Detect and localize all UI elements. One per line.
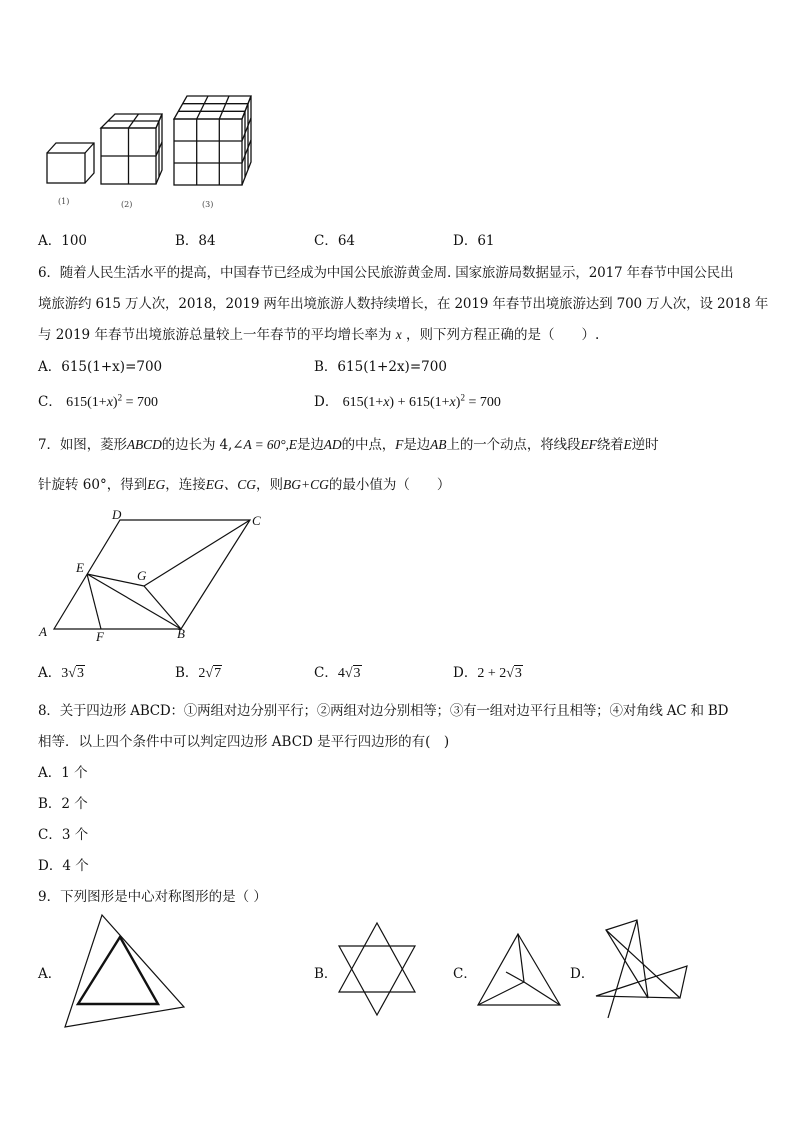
cube-caption-2: (2) bbox=[121, 200, 133, 209]
rhombus-figure bbox=[36, 508, 276, 644]
q8-stem-line-1: 8．关于四边形 ABCD：①两组对边分别平行；②两组对边分别相等；③有一组对边平行且相等；④对角线 AC 和 BD bbox=[38, 703, 729, 719]
cube-caption-3: (3) bbox=[202, 200, 214, 209]
q9-option-b-figure[interactable] bbox=[336, 920, 418, 1018]
cube-2 bbox=[101, 114, 162, 184]
q9-stem: 9．下列图形是中心对称图形的是（ ） bbox=[38, 889, 267, 905]
label-c: C bbox=[252, 513, 261, 528]
q7-option-b[interactable]: B．2√7 bbox=[175, 665, 222, 681]
cube-3 bbox=[174, 96, 251, 185]
q5-option-a[interactable]: A．100 bbox=[38, 233, 88, 249]
q8-option-a[interactable]: A．1 个 bbox=[38, 765, 88, 781]
q6-option-d[interactable]: D． $615(1+x) + 615(1+x)^2 = 700$ bbox=[314, 392, 501, 410]
q7-stem-line-2: 针旋转 60°，得到EG，连接EG、CG，则BG+CG的最小值为（ ） bbox=[38, 477, 451, 493]
label-a: A bbox=[39, 624, 47, 639]
q5-option-c[interactable]: C．64 bbox=[314, 233, 356, 249]
label-f: F bbox=[96, 629, 104, 644]
q9-option-d-figure[interactable] bbox=[592, 918, 692, 1022]
segment-gc bbox=[144, 520, 250, 586]
q5-option-d[interactable]: D．61 bbox=[453, 233, 495, 249]
q5-option-b[interactable]: B．84 bbox=[175, 233, 216, 249]
q8-option-b[interactable]: B．2 个 bbox=[38, 796, 88, 812]
cube-1 bbox=[47, 143, 94, 183]
q6-option-a[interactable]: A．615(1+x)=700 bbox=[38, 359, 163, 375]
segment-gb bbox=[144, 586, 181, 629]
q8-option-d[interactable]: D．4 个 bbox=[38, 858, 89, 874]
segment-eg bbox=[87, 574, 144, 586]
q7-option-d[interactable]: D．2 + 2√3 bbox=[453, 665, 522, 681]
q9-option-c-letter[interactable]: C． bbox=[453, 966, 477, 982]
q6-stem-line-3: 与 2019 年春节出境旅游总量较上一年春节的平均增长率为 x ，则下列方程正确的是（ ）. bbox=[38, 327, 600, 343]
q7-option-a[interactable]: A．3√3 bbox=[38, 665, 84, 681]
q9-option-b-letter[interactable]: B． bbox=[314, 966, 338, 982]
segment-eb bbox=[87, 574, 181, 629]
q9-option-a-letter[interactable]: A． bbox=[38, 966, 62, 982]
label-e: E bbox=[76, 560, 84, 575]
label-g: G bbox=[137, 568, 147, 583]
label-d: D bbox=[112, 508, 122, 522]
q7-stem-line-1: 7．如图，菱形ABCD的边长为 4,∠A = 60°,E是边AD的中点，F是边AB上的一个动点，将线段EF绕着E逆时 bbox=[38, 437, 659, 453]
q7-option-c[interactable]: C．4√3 bbox=[314, 665, 361, 681]
q6-option-c[interactable]: C． $615(1+x)^2 = 700$ bbox=[38, 392, 158, 410]
cube-sequence-figure bbox=[40, 88, 260, 216]
segment-ef bbox=[87, 574, 101, 629]
q9-option-a-figure[interactable] bbox=[62, 912, 188, 1030]
label-b: B bbox=[177, 626, 185, 641]
q8-stem-line-2: 相等．以上四个条件中可以判定四边形 ABCD 是平行四边形的有( ) bbox=[38, 734, 450, 750]
cube-caption-1: (1) bbox=[58, 197, 70, 206]
q9-option-d-letter[interactable]: D． bbox=[570, 966, 595, 982]
q6-stem-line-1: 6．随着人民生活水平的提高，中国春节已经成为中国公民旅游黄金周. 国家旅游局数据显示，2017 年春节中国公民出 bbox=[38, 265, 734, 281]
q8-option-c[interactable]: C．3 个 bbox=[38, 827, 89, 843]
q6-option-b[interactable]: B．615(1+2x)=700 bbox=[314, 359, 447, 375]
q9-option-c-figure[interactable] bbox=[476, 932, 564, 1008]
q6-stem-line-2: 境旅游约 615 万人次，2018，2019 两年出境旅游人数持续增长，在 2019 年春节出境旅游达到 700 万人次，设 2018 年 bbox=[38, 296, 769, 312]
